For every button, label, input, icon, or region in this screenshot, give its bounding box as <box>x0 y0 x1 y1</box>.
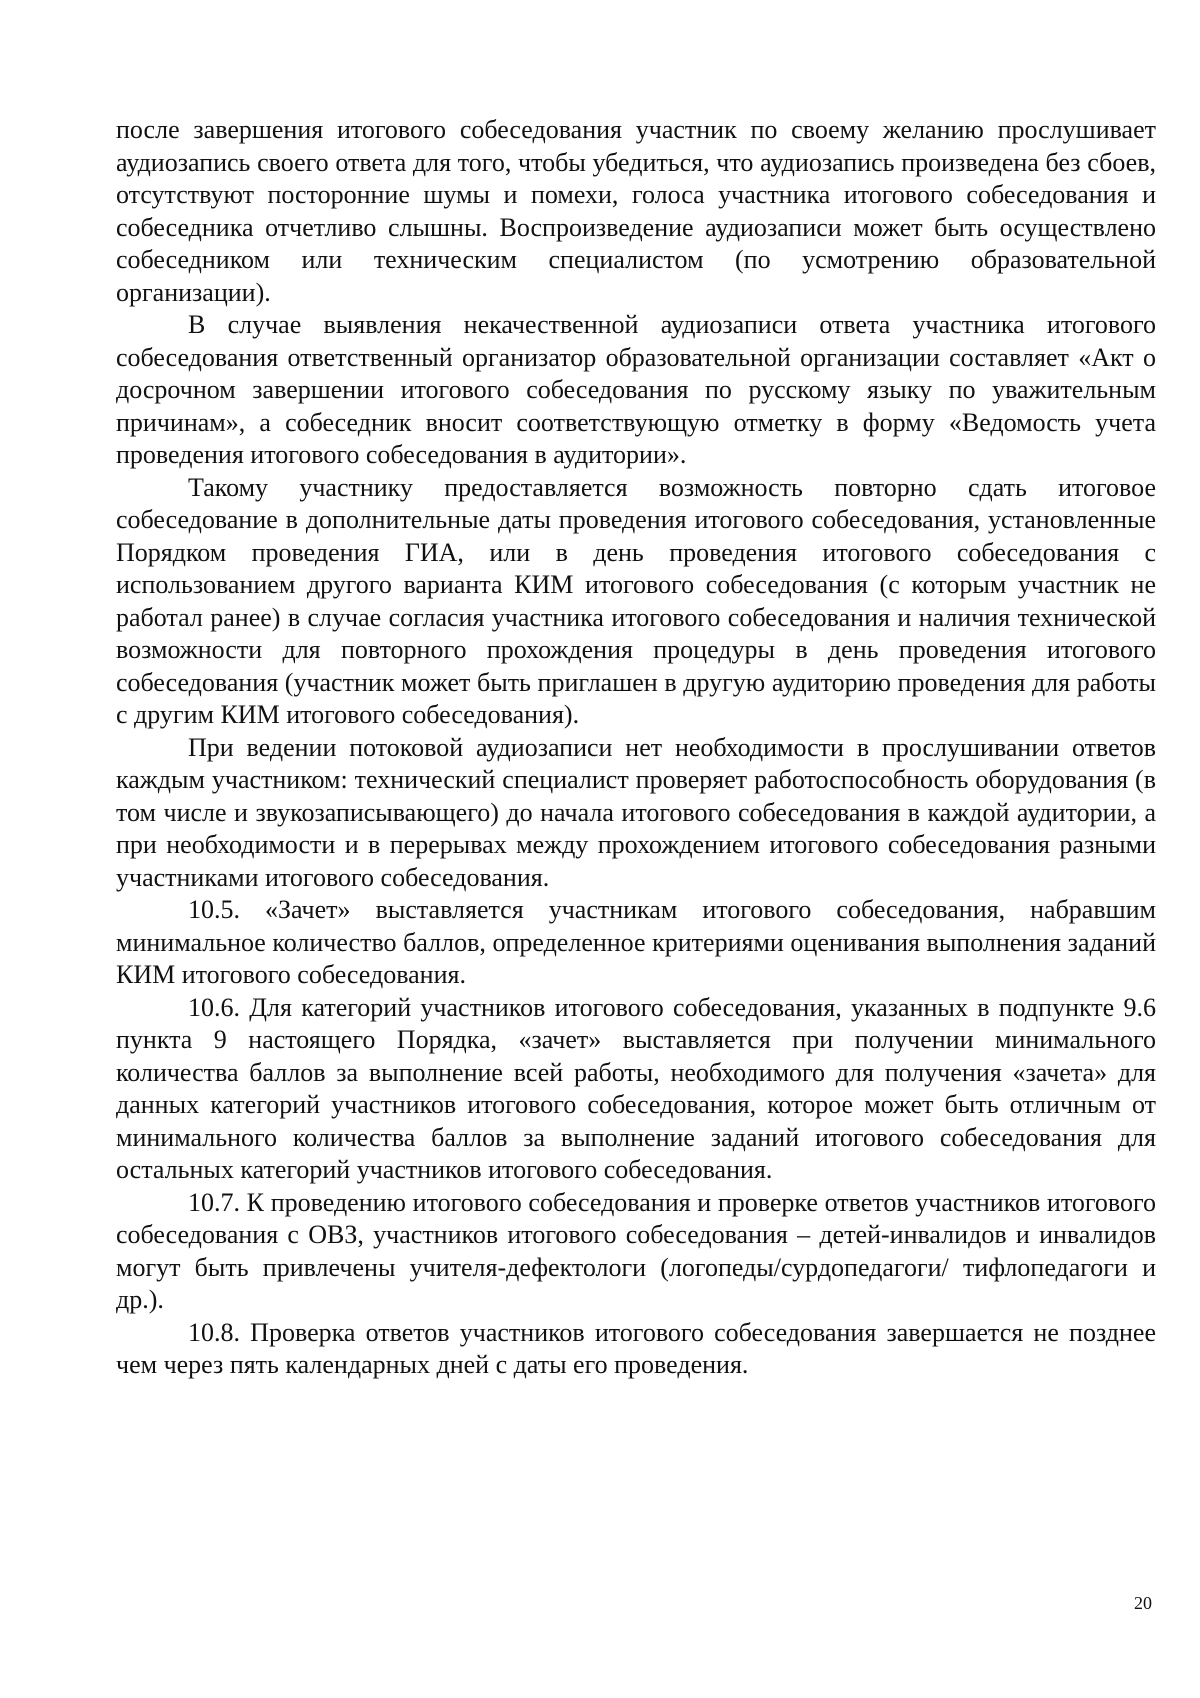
paragraph-10-8: 10.8. Проверка ответов участников итогового собеседования завершается не позднее чем через пять календарных дней с даты его проведения. <box>116 1317 1156 1379</box>
paragraph-retake-opportunity: Такому участнику предоставляется возможность повторно сдать итоговое собеседование в дополнительные даты проведения итогового собеседования, установленные Порядком проведения ГИА, или в день проведения итогового собеседования с использованием другого варианта КИМ итогового собеседования (с которым участник не работал ранее) в случае согласия участника итогового собеседования и наличия технической возможности для повторного прохождения процедуры в день проведения итогового собеседования (участник может быть приглашен в другую аудиторию проведения для работы с другим КИМ итогового собеседования). <box>116 472 1156 729</box>
paragraph-streaming-recording: При ведении потоковой аудиозаписи нет необходимости в прослушивании ответов каждым участником: технический специалист проверяет работоспособность оборудования (в том числе и звукозаписывающего) до начала итогового собеседования в каждой аудитории, а при необходимости и в перерывах между прохождением итогового собеседования разными участниками итогового собеседования. <box>116 732 1156 892</box>
paragraph-10-7: 10.7. К проведению итогового собеседования и проверке ответов участников итогового собеседования с ОВЗ, участников итогового собеседования – детей-инвалидов и инвалидов могут быть привлечены учителя-дефектологи (логопеды/сурдопедагоги/ тифлопедагоги и др.). <box>116 1187 1156 1314</box>
paragraph-poor-recording: В случае выявления некачественной аудиозаписи ответа участника итогового собеседования ответственный организатор образовательной организации составляет «Акт о досрочном завершении итогового собеседования по русскому языку по уважительным причинам», а собеседник вносит соответствующую отметку в форму «Ведомость учета проведения итогового собеседования в аудитории». <box>116 310 1156 469</box>
page-number: 20 <box>1134 1593 1152 1613</box>
paragraph-10-5: 10.5. «Зачет» выставляется участникам итогового собеседования, набравшим минимальное количество баллов, определенное критериями оценивания выполнения заданий КИМ итогового собеседования. <box>116 895 1156 989</box>
paragraph-after-interview: после завершения итогового собеседования участник по своему желанию прослушивает аудиозапись своего ответа для того, чтобы убедиться, что аудиозапись произведена без сбоев, отсутствуют посторонние шумы и помехи, голоса участника итогового собеседования и собеседника отчетливо слышны. Воспроизведение аудиозаписи может быть осуществлено собеседником или техническим специалистом (по усмотрению образовательной организации). <box>116 115 1156 307</box>
body-text <box>116 114 1156 1382</box>
paragraph-10-6: 10.6. Для категорий участников итогового собеседования, указанных в подпункте 9.6 пункта 9 настоящего Порядка, «зачет» выставляется при получении минимального количества баллов за выполнение всей работы, необходимого для получения «зачета» для данных категорий участников итогового собеседования, которое может быть отличным от минимального количества баллов за выполнение заданий итогового собеседования для остальных категорий участников итогового собеседования. <box>116 992 1156 1184</box>
